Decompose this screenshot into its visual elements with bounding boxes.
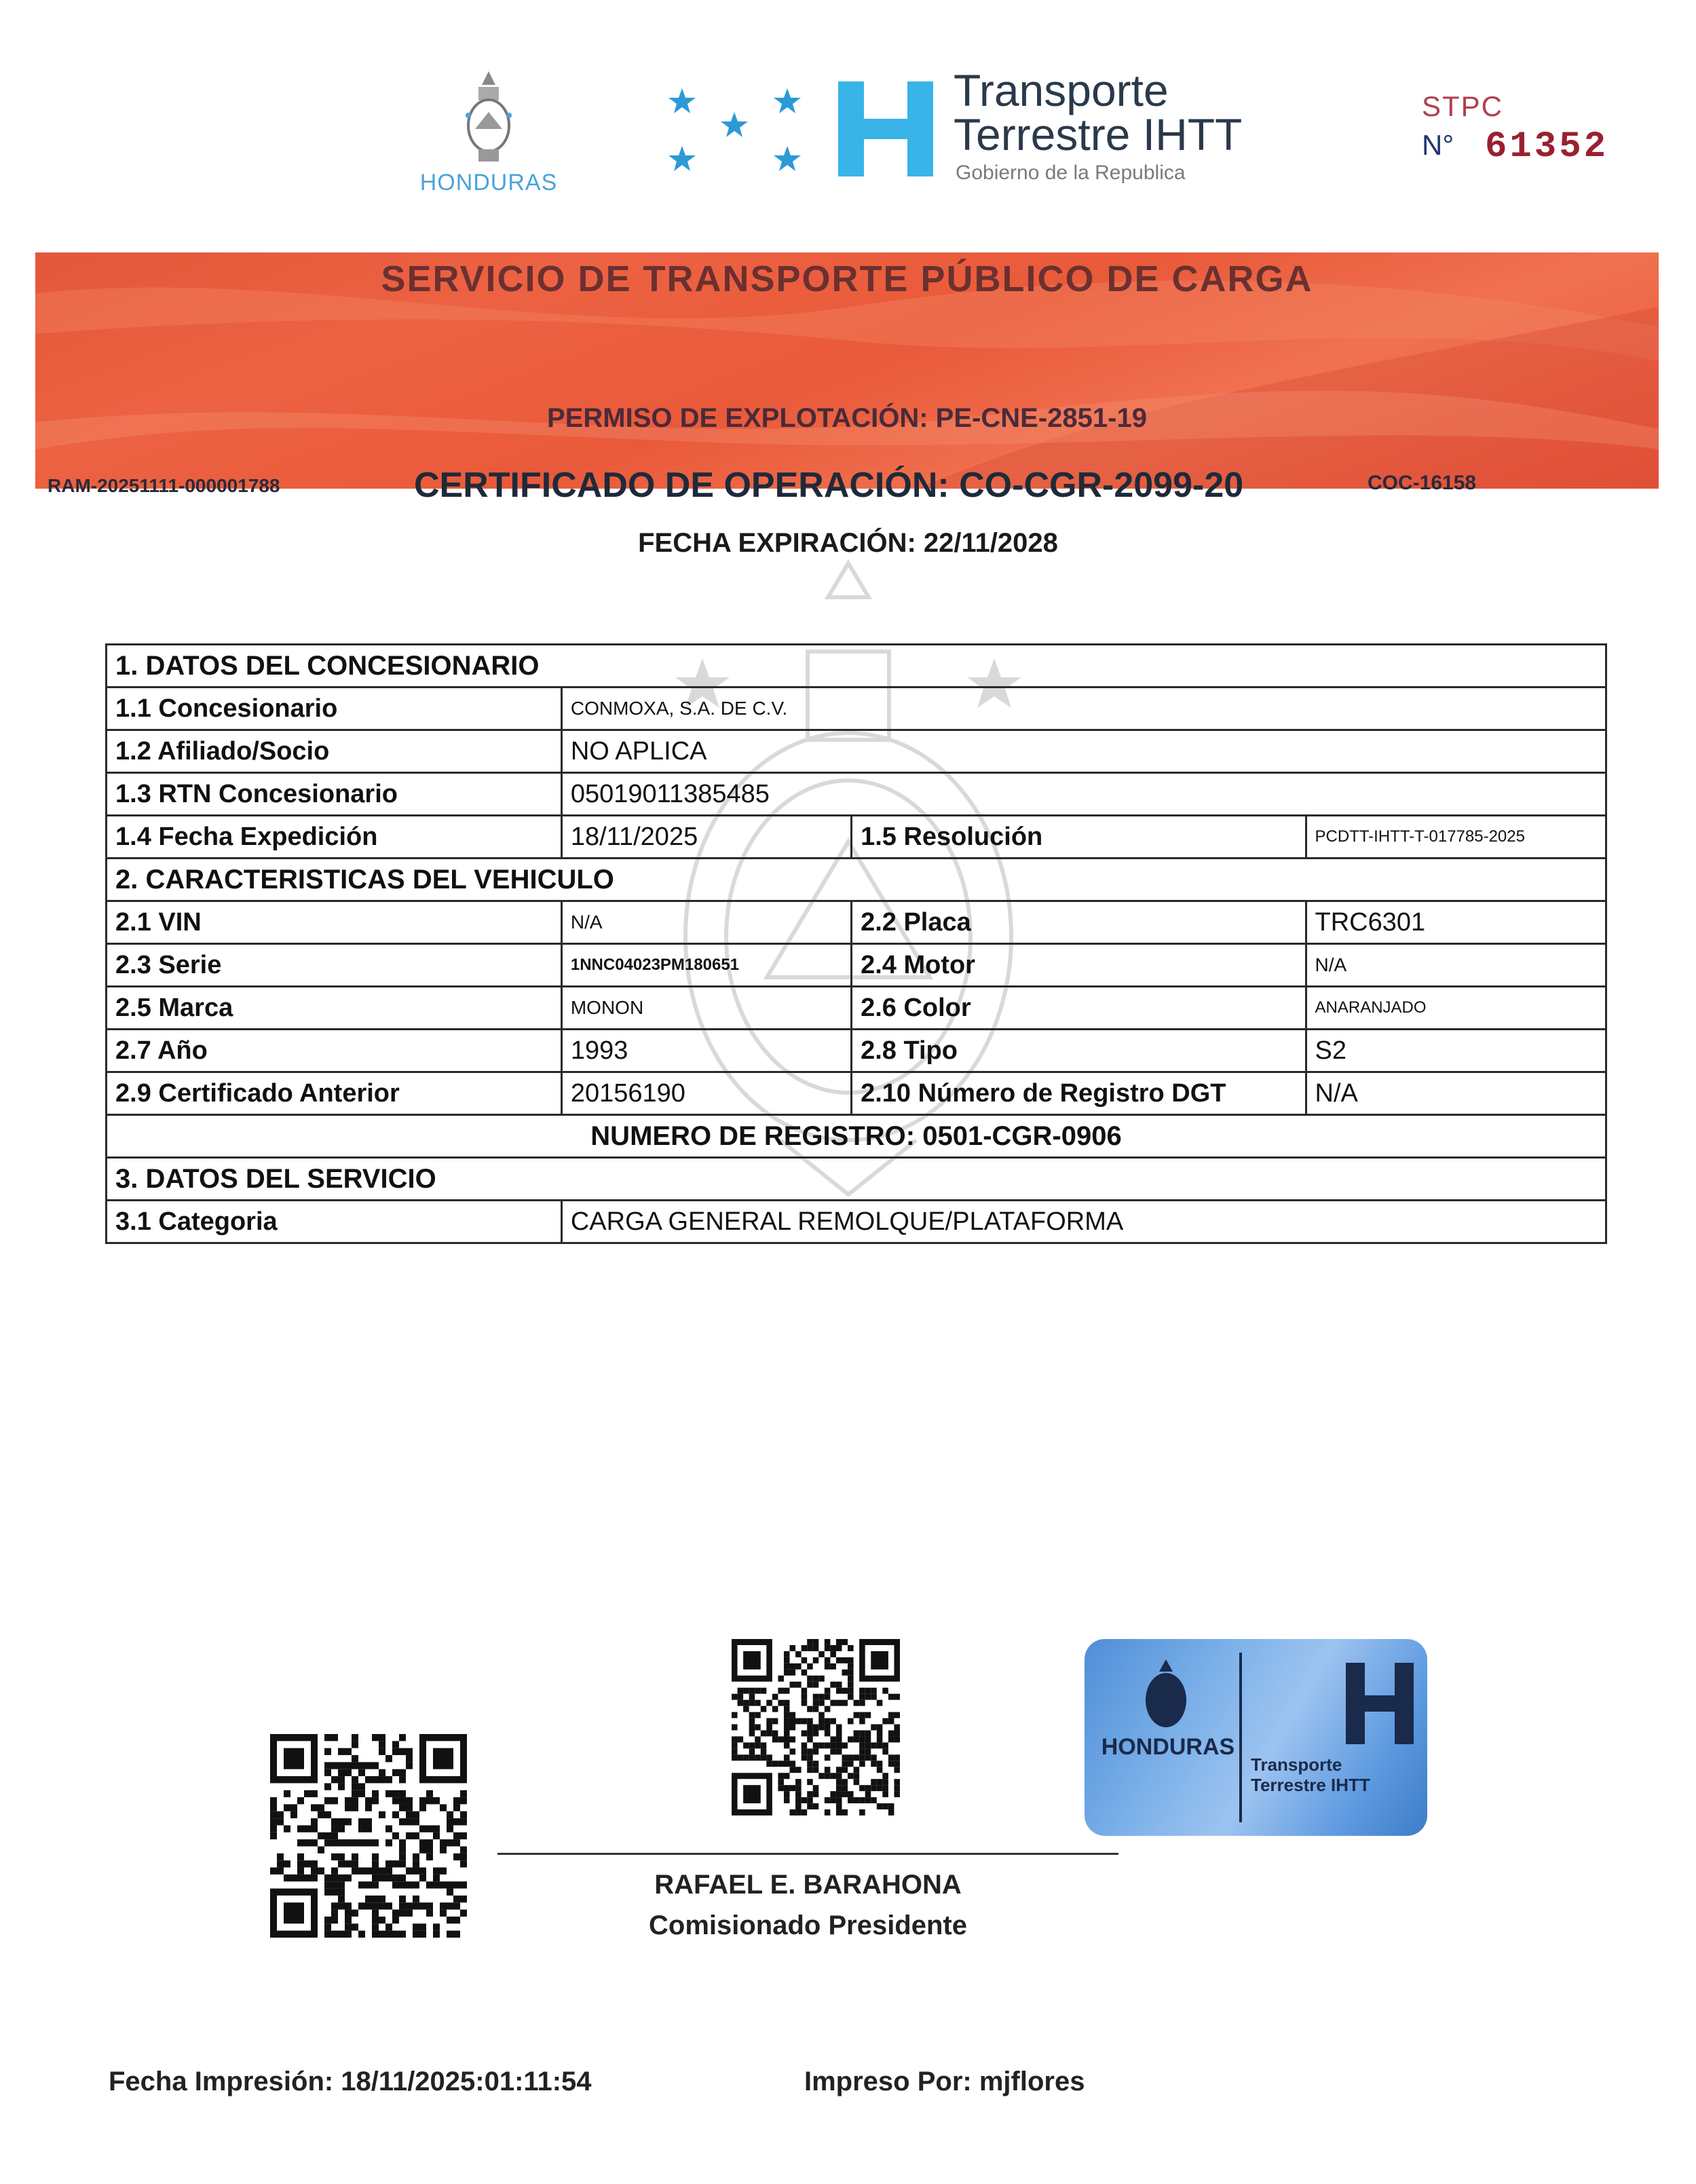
seal-transporte-text: Transporte (1251, 1754, 1342, 1775)
certificado-anterior-label: 2.9 Certificado Anterior (107, 1072, 562, 1115)
motor-value: N/A (1306, 944, 1606, 987)
qr-code-middle (732, 1639, 900, 1815)
serie-label: 2.3 Serie (107, 944, 562, 987)
certificado-anterior-value: 20156190 (561, 1072, 851, 1115)
color-label: 2.6 Color (852, 987, 1306, 1030)
orange-banner (35, 252, 1659, 489)
placa-label: 2.2 Placa (852, 901, 1306, 944)
categoria-label: 3.1 Categoria (107, 1201, 562, 1243)
table-row (107, 1201, 1606, 1243)
five-stars-icon (662, 81, 818, 183)
rtn-value: 05019011385485 (561, 773, 1606, 816)
marca-value: MONON (561, 987, 851, 1030)
table-row (107, 645, 1606, 688)
table-row (107, 730, 1606, 773)
numero-registro: NUMERO DE REGISTRO: 0501-CGR-0906 (107, 1115, 1606, 1158)
anio-label: 2.7 Año (107, 1030, 562, 1072)
concesionario-label: 1.1 Concesionario (107, 688, 562, 730)
expiry-date: FECHA EXPIRACIÓN: 22/11/2028 (638, 528, 1058, 558)
seal-divider (1239, 1653, 1242, 1822)
table-row (107, 773, 1606, 816)
tipo-label: 2.8 Tipo (852, 1030, 1306, 1072)
marca-label: 2.5 Marca (107, 987, 562, 1030)
section-vehiculo: 2. CARACTERISTICAS DEL VEHICULO (107, 859, 1606, 901)
registro-dgt-label: 2.10 Número de Registro DGT (852, 1072, 1306, 1115)
table-row (107, 1158, 1606, 1201)
permit-number: PERMISO DE EXPLOTACIÓN: PE-CNE-2851-19 (547, 403, 1147, 433)
certificate-number: CERTIFICADO DE OPERACIÓN: CO-CGR-2099-20 (414, 466, 1244, 505)
number-label: N° (1422, 129, 1454, 161)
seal-terrestre-text: Terrestre IHTT (1251, 1775, 1370, 1795)
vin-value: N/A (561, 901, 851, 944)
concesionario-value: CONMOXA, S.A. DE C.V. (561, 688, 1606, 730)
section-servicio: 3. DATOS DEL SERVICIO (107, 1158, 1606, 1201)
table-row (107, 987, 1606, 1030)
seal-crest-icon (1139, 1659, 1193, 1734)
qr-code-left (270, 1734, 467, 1938)
signer-name: RAFAEL E. BARAHONA (654, 1870, 962, 1900)
ram-number: RAM-20251111-000001788 (48, 475, 280, 496)
certificate-data-table (105, 643, 1607, 1244)
ihtt-subtitle: Gobierno de la Republica (956, 162, 1186, 184)
seal-honduras-text: HONDURAS (1101, 1734, 1235, 1760)
table-row (107, 1115, 1606, 1158)
afiliado-label: 1.2 Afiliado/Socio (107, 730, 562, 773)
stpc-label: STPC (1422, 90, 1504, 122)
seal-h-logo-icon (1346, 1663, 1414, 1744)
ihtt-title-line1: Transporte (954, 65, 1169, 115)
table-row (107, 944, 1606, 987)
printed-by: Impreso Por: mjflores (804, 2067, 1085, 2096)
signature-line (497, 1853, 1118, 1855)
afiliado-value: NO APLICA (561, 730, 1606, 773)
placa-value: TRC6301 (1306, 901, 1606, 944)
honduras-logo (400, 68, 577, 204)
registro-dgt-value: N/A (1306, 1072, 1606, 1115)
tipo-value: S2 (1306, 1030, 1606, 1072)
motor-label: 2.4 Motor (852, 944, 1306, 987)
resolucion-value: PCDTT-IHTT-T-017785-2025 (1306, 816, 1606, 859)
table-row (107, 688, 1606, 730)
serie-value: 1NNC04023PM180651 (561, 944, 851, 987)
resolucion-label: 1.5 Resolución (852, 816, 1306, 859)
section-concesionario: 1. DATOS DEL CONCESIONARIO (107, 645, 1606, 688)
serial-number: 61352 (1485, 126, 1609, 168)
honduras-crest-icon (458, 68, 519, 170)
signer-title: Comisionado Presidente (649, 1910, 967, 1940)
print-date: Fecha Impresión: 18/11/2025:01:11:54 (109, 2067, 592, 2096)
honduras-text: HONDURAS (419, 170, 558, 195)
table-row (107, 901, 1606, 944)
ihtt-title-line2: Terrestre IHTT (954, 109, 1243, 159)
table-row (107, 859, 1606, 901)
categoria-value: CARGA GENERAL REMOLQUE/PLATAFORMA (561, 1201, 1606, 1243)
rtn-label: 1.3 RTN Concesionario (107, 773, 562, 816)
color-value: ANARANJADO (1306, 987, 1606, 1030)
table-row (107, 1030, 1606, 1072)
vin-label: 2.1 VIN (107, 901, 562, 944)
coc-number: COC-16158 (1368, 472, 1477, 494)
ihtt-h-logo-icon (838, 81, 933, 176)
table-row (107, 816, 1606, 859)
fecha-expedicion-value: 18/11/2025 (561, 816, 851, 859)
anio-value: 1993 (561, 1030, 851, 1072)
banner-title: SERVICIO DE TRANSPORTE PÚBLICO DE CARGA (381, 259, 1313, 299)
hologram-seal (1085, 1639, 1427, 1836)
fecha-expedicion-label: 1.4 Fecha Expedición (107, 816, 562, 859)
table-row (107, 1072, 1606, 1115)
